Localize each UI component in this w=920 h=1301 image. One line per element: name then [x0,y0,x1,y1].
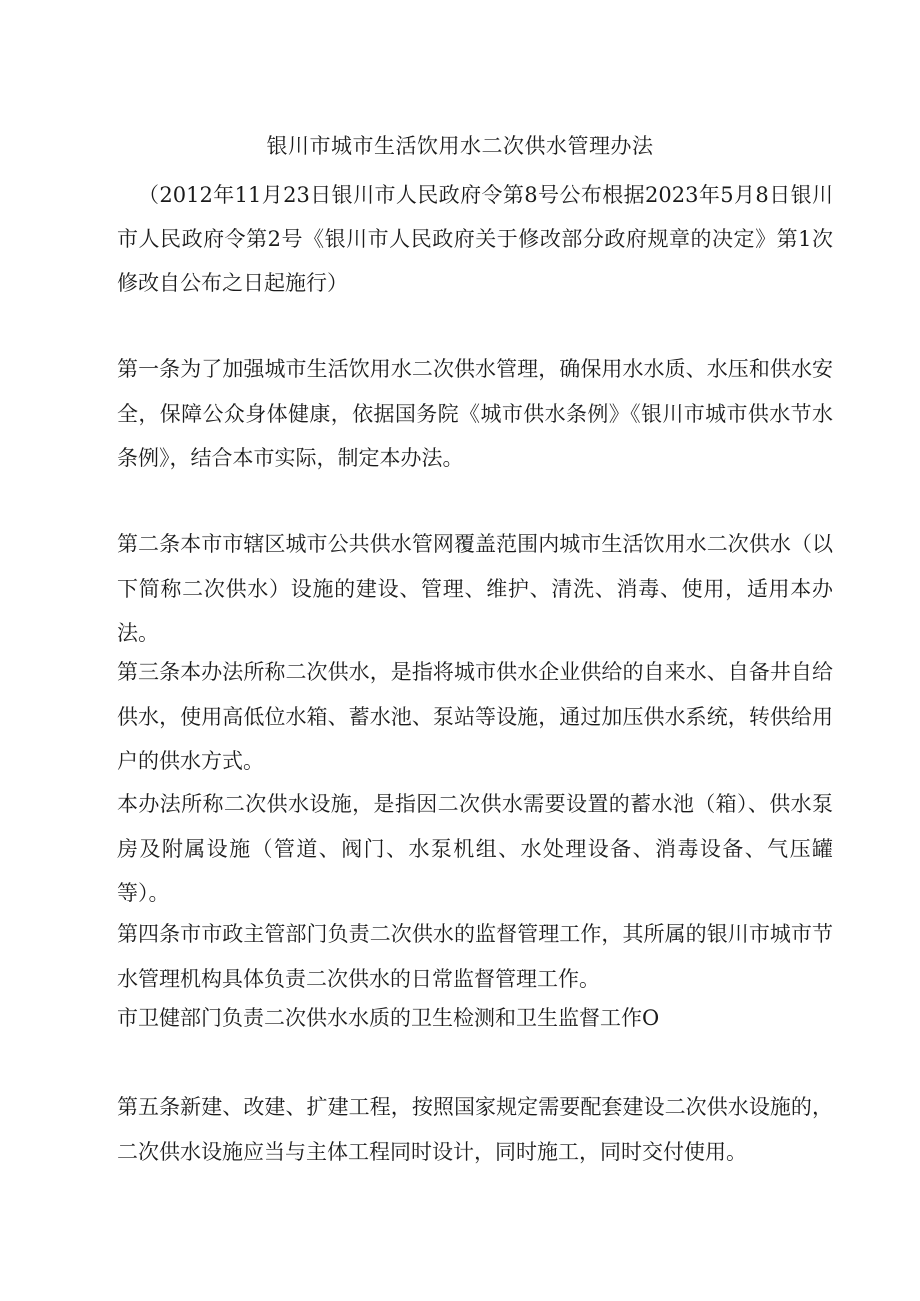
paragraph-text: 第一条为了加强城市生活饮用水二次供水管理，确保用水水质、水压和供水安全，保障公众身体健康，依据国务院《城市供水条例》《银川市城市供水节水条例》，结合本市实际，制定本办法。 [117,357,833,470]
document-title: 银川市城市生活饮用水二次供水管理办法 [266,134,654,158]
paragraph-text: 第二条本市市辖区城市公共供水管网覆盖范围内城市生活饮用水二次供水（以下简称二次供水）设施的建设、管理、维护、清洗、消毒、使用，适用本办法。 [117,532,833,645]
paragraph-article-5 [117,1085,833,1174]
document-subtitle: （2012年11月23日银川市人民政府令第8号公布根据2023年5月8日银川市人民政府令第2号《银川市人民政府关于修改部分政府规章的决定》第1次修改自公布之日起施行） [117,183,833,295]
paragraph-text: 本办法所称二次供水设施，是指因二次供水需要设置的蓄水池（箱）、供水泵房及附属设施（管道、阀门、水泵机组、水处理设备、消毒设备、气压罐等）。 [117,792,833,905]
paragraph-article-4-health [117,996,833,1041]
paragraph-article-1 [117,347,833,481]
paragraph-article-4 [117,912,833,1001]
paragraph-text: 第五条新建、改建、扩建工程，按照国家规定需要配套建设二次供水设施的，二次供水设施应当与主体工程同时设计，同时施工，同时交付使用。 [117,1095,833,1164]
paragraph-article-3-facilities [117,782,833,916]
paragraph-text: 第三条本办法所称二次供水，是指将城市供水企业供给的自来水、自备井自给供水，使用高低位水箱、蓄水池、泵站等设施，通过加压供水系统，转供给用户的供水方式。 [117,660,833,773]
paragraph-article-3 [117,650,833,784]
paragraph-article-2 [117,522,833,656]
paragraph-text: 第四条市市政主管部门负责二次供水的监督管理工作，其所属的银川市城市节水管理机构具体负责二次供水的日常监督管理工作。 [117,922,833,991]
paragraph-text: 市卫健部门负责二次供水水质的卫生检测和卫生监督工作O [117,1006,660,1030]
